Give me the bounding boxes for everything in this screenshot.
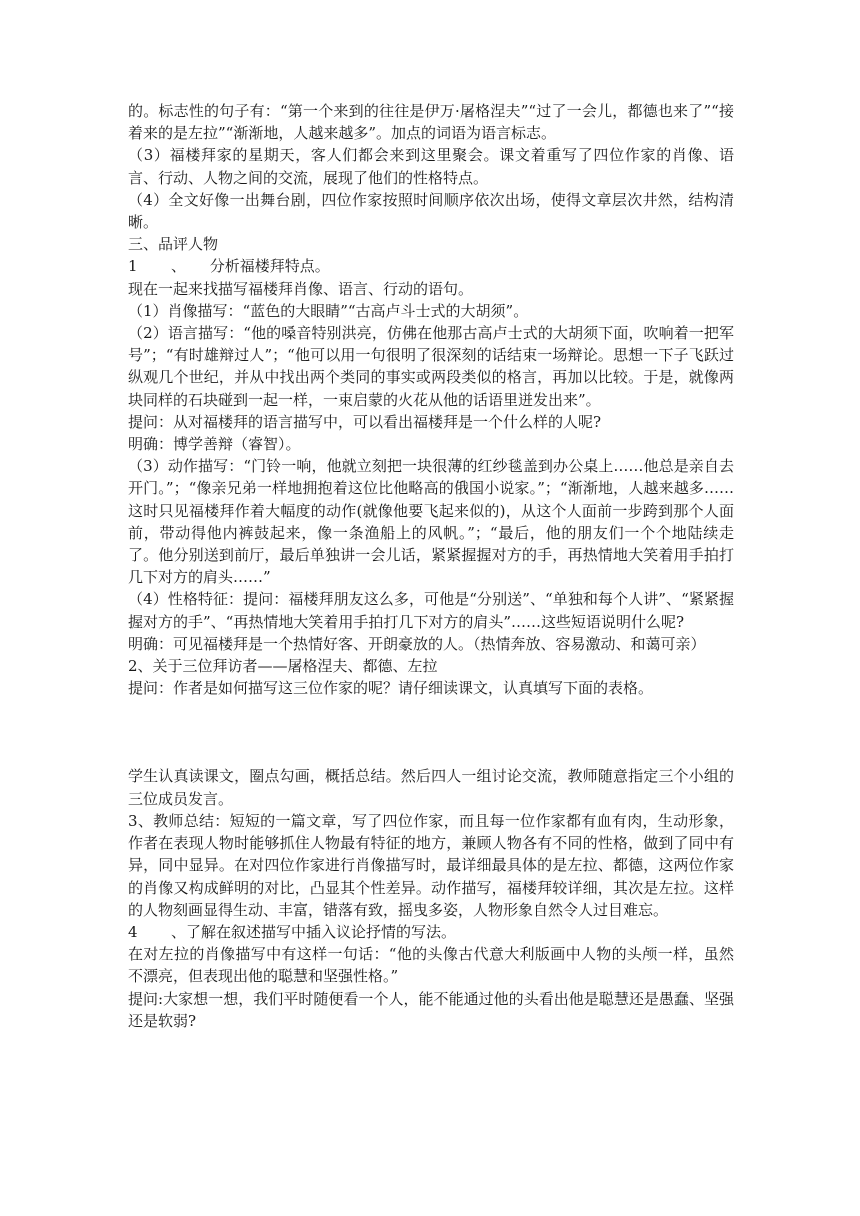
paragraph: （1）肖像描写：“蓝色的大眼睛”“古高卢斗士式的大胡须”。 xyxy=(128,301,529,320)
paragraph: 的。标志性的句子有：“第一个来到的往往是伊万·屠格涅夫”“过了一会儿，都德也来了”“接着来的是左拉”“渐渐地，人越来越多”。加点的词语为语言标志。 xyxy=(128,102,734,143)
paragraph: （4）全文好像一出舞台剧，四位作家按照时间顺序依次出场，使得文章层次井然，结构清晰。 xyxy=(128,190,734,232)
item-text: 、了解在叙述描写中插入议论抒情的写法。 xyxy=(170,922,456,941)
paragraph: 学生认真读课文，圈点勾画，概括总结。然后四人一组讨论交流，教师随意指定三个小组的三位成员发言。 xyxy=(128,767,734,808)
item-number: 4 xyxy=(128,922,138,941)
paragraph: （4）性格特征：提问：福楼拜朋友这么多，可他是“分别送”、“单独和每个人讲”、“紧紧握握对方的手”、“再热情地大笑着用手拍打几下对方的肩头”……这些短语说明什么呢? xyxy=(128,590,734,631)
item-number: 1 xyxy=(128,257,138,276)
paragraph: （3）福楼拜家的星期天，客人们都会来到这里聚会。课文着重写了四位作家的肖像、语言、行动、人物之间的交流，展现了他们的性格特点。 xyxy=(128,146,734,187)
paragraph: 在对左拉的肖像描写中有这样一句话：“他的头像古代意大利版画中人物的头颅一样，虽然不漂亮，但表现出他的聪慧和坚强性格。” xyxy=(128,945,734,986)
item-separator: 、 xyxy=(170,257,186,276)
paragraph: （2）语言描写：“他的嗓音特别洪亮，仿佛在他那古高卢士式的大胡须下面，吹响着一把军号”；“有时雄辩过人”；“他可以用一句很明了很深刻的话结束一场辩论。思想一下子飞跃过纵观几个世纪，并从中找出两个类同的事实或两段类似的格言，再加以比较。于是，就像两块同样的石块碰到一起一样，一束启蒙的火花从他的话语里迸发出来”。 xyxy=(128,324,734,409)
paragraph: 明确：可见福楼拜是一个热情好客、开朗豪放的人。（热情奔放、容易激动、和蔼可亲） xyxy=(128,634,706,653)
table-placeholder-space xyxy=(128,699,734,765)
paragraph: 现在一起来找描写福楼拜肖像、语言、行动的语句。 xyxy=(128,279,474,298)
paragraph: 提问：从对福楼拜的语言描写中，可以看出福楼拜是一个什么样的人呢? xyxy=(128,412,602,431)
item-text: 分析福楼拜特点。 xyxy=(209,257,330,276)
paragraph: 提问：作者是如何描写这三位作家的呢？请仔细读课文，认真填写下面的表格。 xyxy=(128,679,654,698)
section-heading: 三、品评人物 xyxy=(128,235,219,254)
paragraph: （3）动作描写：“门铃一响，他就立刻把一块很薄的红纱毯盖到办公桌上……他总是亲自去开门。”；“像亲兄弟一样地拥抱着这位比他略高的俄国小说家。”；“渐渐地，人越来越多……这时只见福楼拜作着大幅度的动作(就像他要飞起来似的)，从这个人面前一步跨到那个人面前，带动得他内裤鼓起来，像一条渔船上的风帆。”；“最后，他的朋友们一个个地陆续走了。他分别送到前厅，最后单独讲一会儿话，紧紧握握对方的手，再热情地大笑着用手拍打几下对方的肩头……” xyxy=(128,457,734,587)
numbered-heading: 2、关于三位拜访者——屠格涅夫、都德、左拉 xyxy=(128,657,438,676)
paragraph: 明确：博学善辩（睿智）。 xyxy=(128,435,301,454)
document-page xyxy=(128,100,734,1032)
paragraph: 3、教师总结：短短的一篇文章，写了四位作家，而且每一位作家都有血有肉，生动形象，作者在表现人物时能够抓住人物最有特征的地方，兼顾人物各有不同的性格，做到了同中有异，同中显异。在对四位作家进行肖像描写时，最详细最具体的是左拉、都德，这两位作家的肖像又构成鲜明的对比，凸显其个性差异。动作描写，福楼拜较详细，其次是左拉。这样的人物刻画显得生动、丰富，错落有致，摇曳多姿，人物形象自然令人过目难忘。 xyxy=(128,811,734,919)
numbered-heading xyxy=(128,255,734,277)
paragraph: 提问:大家想一想，我们平时随便看一个人，能不能通过他的头看出他是聪慧还是愚蠢、坚强还是软弱? xyxy=(128,989,734,1030)
numbered-heading xyxy=(128,921,734,943)
